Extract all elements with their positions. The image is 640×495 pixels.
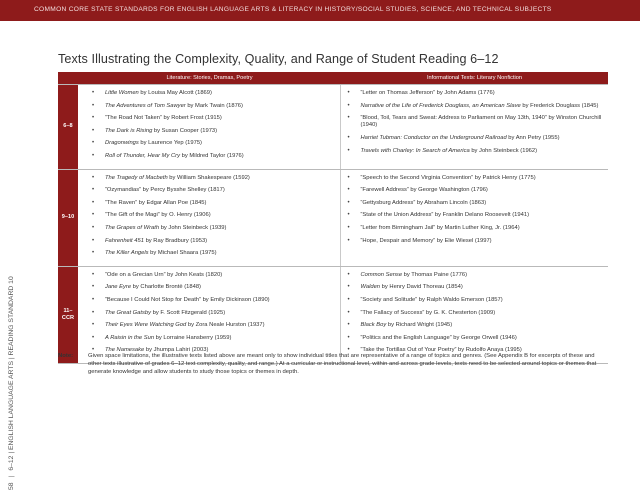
work-credit: by Lorraine Hansberry (1959) bbox=[154, 334, 232, 341]
work-title: Jane Eyre bbox=[104, 284, 132, 291]
work-credit: “Society and Solitude” by Ralph Waldo Emerson (1857) bbox=[360, 296, 503, 303]
work-credit: by Ann Petry (1955) bbox=[506, 134, 560, 141]
note-text: Given space limitations, the illustrative texts listed above are meant only to show individual titles that are representative of a range of topics and genres. (See Appendix B for excerpts of these and other texts illustrative of grades 6–12 text complexity, quality, and range.) At a curricular or instructional level, within and across grade levels, texts need to be selected around topics or themes that generate knowledge and allow students to study those topics or themes in depth. bbox=[88, 353, 597, 375]
work-credit: “Because I Could Not Stop for Death” by Emily Dickinson (1890) bbox=[104, 296, 270, 303]
work-title: Common Sense bbox=[360, 271, 403, 278]
work-credit: “Letter on Thomas Jefferson” by John Adams (1776) bbox=[360, 90, 495, 96]
list-item bbox=[105, 140, 341, 147]
work-credit: “Politics and the English Language” by George Orwell (1946) bbox=[360, 334, 517, 341]
work-title: The Great Gatsby bbox=[104, 309, 152, 316]
work-credit: by Mark Twain (1876) bbox=[185, 102, 243, 109]
literature-list bbox=[78, 267, 342, 363]
work-title: Walden bbox=[360, 284, 381, 291]
work-credit: by Ray Bradbury (1953) bbox=[143, 237, 208, 244]
work-credit: by William Shakespeare (1592) bbox=[167, 174, 250, 181]
work-title: The Namesake bbox=[104, 347, 145, 354]
work-title: The Adventures of Tom Sawyer bbox=[104, 102, 186, 109]
list-item bbox=[360, 225, 608, 232]
list-item bbox=[105, 115, 341, 122]
list-item bbox=[105, 225, 341, 232]
list-item bbox=[105, 284, 341, 291]
list-item bbox=[360, 284, 608, 291]
page-title: Texts Illustrating the Complexity, Quality, and Range of Student Reading 6–12 bbox=[58, 52, 499, 66]
work-title: Their Eyes Were Watching God bbox=[104, 322, 187, 329]
list-item bbox=[360, 187, 608, 194]
list-item bbox=[105, 297, 341, 304]
list-item bbox=[105, 187, 341, 194]
informational-list bbox=[341, 85, 608, 169]
list-item bbox=[360, 135, 608, 142]
list-item bbox=[105, 103, 341, 110]
list-item bbox=[360, 238, 608, 245]
grade-band-row bbox=[58, 266, 608, 364]
work-credit: by Zora Neale Hurston (1937) bbox=[186, 322, 265, 329]
work-credit: by Susan Cooper (1973) bbox=[152, 127, 218, 134]
work-credit: “Farewell Address” by George Washington (1796) bbox=[360, 187, 488, 194]
list-item bbox=[360, 310, 608, 317]
sidebar-running-head bbox=[4, 140, 18, 490]
work-title: A Raisin in the Sun bbox=[104, 334, 155, 341]
work-credit: by Louisa May Alcott (1869) bbox=[138, 90, 212, 96]
work-credit: by Richard Wright (1945) bbox=[386, 322, 453, 329]
grade-label: 6–8 bbox=[58, 85, 78, 169]
work-credit: “Hope, Despair and Memory” by Elie Wiesel (1997) bbox=[360, 237, 492, 244]
list-item bbox=[360, 115, 608, 129]
work-credit: “Letter from Birmingham Jail” by Martin Luther King, Jr. (1964) bbox=[360, 224, 520, 231]
grade-band-row bbox=[58, 169, 608, 266]
work-credit: by Michael Shaara (1975) bbox=[148, 250, 217, 257]
work-credit: by John Steinbeck (1939) bbox=[159, 224, 227, 231]
list-item bbox=[360, 212, 608, 219]
informational-list bbox=[341, 170, 608, 266]
list-item bbox=[105, 200, 341, 207]
work-credit: by Henry David Thoreau (1854) bbox=[380, 284, 463, 291]
sidebar-separator: | bbox=[7, 475, 15, 478]
list-item bbox=[105, 128, 341, 135]
work-credit: by Charlotte Brontë (1848) bbox=[131, 284, 201, 291]
list-item bbox=[360, 90, 608, 97]
list-item bbox=[360, 272, 608, 279]
work-title: Narrative of the Life of Frederick Douglass, an American Slave bbox=[360, 102, 521, 109]
literature-list bbox=[78, 85, 342, 169]
work-title: Travels with Charley: In Search of America bbox=[360, 147, 470, 154]
work-credit: “The Road Not Taken” by Robert Frost (1915) bbox=[104, 115, 222, 122]
work-title: Dragonwings bbox=[104, 140, 139, 147]
work-credit: “Take the Tortillas Out of Your Poetry” by Rudolfo Anaya (1995) bbox=[360, 347, 522, 354]
list-item bbox=[360, 175, 608, 182]
work-credit: “Gettysburg Address” by Abraham Lincoln (1863) bbox=[360, 199, 487, 206]
list-item bbox=[105, 310, 341, 317]
work-title: Black Boy bbox=[360, 322, 387, 329]
list-item bbox=[105, 175, 341, 182]
list-item bbox=[105, 335, 341, 342]
work-title: Roll of Thunder, Hear My Cry bbox=[104, 152, 181, 159]
list-item bbox=[360, 148, 608, 155]
work-credit: “Ode on a Grecian Urn” by John Keats (1820) bbox=[104, 271, 223, 278]
section-label: 6–12 | ENGLISH LANGUAGE ARTS | READING STANDARD 10 bbox=[7, 276, 15, 471]
work-credit: “Ozymandias” by Percy Bysshe Shelley (1817) bbox=[104, 187, 225, 194]
list-item bbox=[360, 335, 608, 342]
literature-list bbox=[78, 170, 342, 266]
list-item bbox=[360, 297, 608, 304]
list-item bbox=[105, 250, 341, 257]
column-header-informational: Informational Texts: Literary Nonfiction bbox=[426, 75, 523, 81]
list-item bbox=[105, 212, 341, 219]
work-title: Harriet Tubman: Conductor on the Underground Railroad bbox=[360, 134, 507, 141]
work-credit: “The Raven” by Edgar Allan Poe (1845) bbox=[104, 199, 207, 206]
list-item bbox=[105, 322, 341, 329]
banner-text: COMMON CORE STATE STANDARDS FOR ENGLISH LANGUAGE ARTS & LITERACY IN HISTORY/SOCIAL STUDIES, SCIENCE, AND TECHNICAL SUBJECTS bbox=[34, 6, 552, 13]
column-header-literature: Literature: Stories, Dramas, Poetry bbox=[166, 75, 253, 81]
work-credit: by Laurence Yep (1975) bbox=[138, 140, 202, 147]
work-title: Fahrenheit 451 bbox=[104, 237, 144, 244]
texts-table bbox=[58, 72, 608, 364]
list-item bbox=[105, 90, 341, 97]
work-title: The Dark is Rising bbox=[104, 127, 153, 134]
work-title: The Grapes of Wrath bbox=[104, 224, 160, 231]
list-item bbox=[105, 272, 341, 279]
work-credit: by John Steinbeck (1962) bbox=[469, 147, 538, 154]
table-header bbox=[58, 72, 608, 84]
list-item bbox=[360, 103, 608, 110]
informational-list bbox=[341, 267, 608, 363]
grade-band-row bbox=[58, 84, 608, 169]
list-item bbox=[360, 200, 608, 207]
work-credit: “Speech to the Second Virginia Convention” by Patrick Henry (1775) bbox=[360, 174, 536, 181]
work-credit: by Mildred Taylor (1976) bbox=[180, 152, 244, 159]
work-credit: by Jhumpa Lahiri (2003) bbox=[144, 347, 209, 354]
list-item bbox=[105, 238, 341, 245]
header-banner bbox=[0, 0, 640, 21]
grade-label: 9–10 bbox=[58, 170, 78, 266]
grade-label: 11–CCR bbox=[58, 267, 78, 363]
work-title: Little Women bbox=[104, 90, 139, 96]
work-credit: by Thomas Paine (1776) bbox=[402, 271, 468, 278]
note-label: Note: bbox=[58, 353, 74, 359]
list-item bbox=[360, 322, 608, 329]
work-credit: “The Fallacy of Success” by G. K. Chesterton (1909) bbox=[360, 309, 496, 316]
work-credit: by Frederick Douglass (1845) bbox=[520, 102, 599, 109]
list-item bbox=[105, 153, 341, 160]
work-credit: “The Gift of the Magi” by O. Henry (1906) bbox=[104, 212, 211, 219]
work-title: The Tragedy of Macbeth bbox=[104, 174, 168, 181]
work-credit: “State of the Union Address” by Franklin Delano Roosevelt (1941) bbox=[360, 212, 530, 219]
work-credit: by F. Scott Fitzgerald (1925) bbox=[151, 309, 226, 316]
work-title: The Killer Angels bbox=[104, 250, 149, 257]
work-credit: “Blood, Toil, Tears and Sweat: Address to Parliament on May 13th, 1940” by Winston Churchill (1940) bbox=[360, 115, 602, 129]
page-number: 58 bbox=[7, 482, 15, 490]
